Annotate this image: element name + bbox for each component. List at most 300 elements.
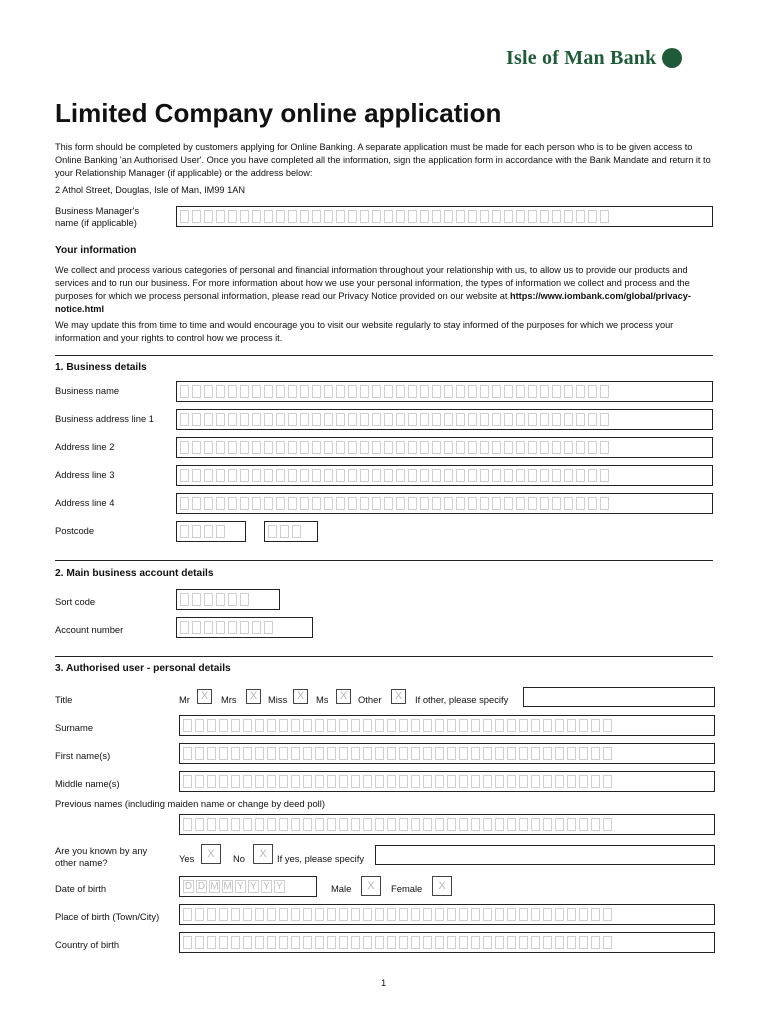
char-cell (504, 469, 513, 482)
char-cell (231, 775, 240, 788)
char-cell (423, 936, 432, 949)
char-cell (255, 747, 264, 760)
char-cell (207, 719, 216, 732)
char-cell (216, 497, 225, 510)
char-cell (420, 385, 429, 398)
char-cell (447, 747, 456, 760)
char-cell (420, 413, 429, 426)
char-cell (255, 775, 264, 788)
char-cell (264, 621, 273, 634)
char-cell (240, 469, 249, 482)
privacy-notice-link[interactable]: https://www.iombank.com/global/privacy-notice.html (55, 291, 691, 314)
char-cell (408, 413, 417, 426)
char-cell (579, 908, 588, 921)
char-cell (327, 719, 336, 732)
char-cell (507, 719, 516, 732)
char-cell (372, 385, 381, 398)
char-cell (588, 385, 597, 398)
char-cell (264, 413, 273, 426)
female-checkbox[interactable]: X (432, 876, 452, 896)
char-cell (576, 497, 585, 510)
account-number-input[interactable] (176, 617, 313, 638)
char-cell (300, 497, 309, 510)
char-cell (480, 469, 489, 482)
your-information-text: We collect and process various categories of personal and financial information throughout your relationship with us, to allow us to provide our products and services and to run our business. For more information about how we use your personal information, the types of information we collect and process and the purposes for which we process personal information, please read our Privacy Notice provided on our website at https://www.iombank.com/global/privacy-notice.html (55, 265, 691, 314)
place-of-birth-input[interactable] (179, 904, 715, 925)
char-cell (300, 469, 309, 482)
char-cell (279, 747, 288, 760)
char-cell (552, 441, 561, 454)
char-cell (303, 908, 312, 921)
char-cell (564, 441, 573, 454)
char-cell (300, 413, 309, 426)
char-cell (228, 621, 237, 634)
char-cell (303, 818, 312, 831)
char-cell (243, 936, 252, 949)
char-cell (228, 469, 237, 482)
char-cell (555, 908, 564, 921)
char-cell (471, 719, 480, 732)
char-cell (279, 719, 288, 732)
title-ms-checkbox[interactable]: X (336, 689, 351, 704)
char-cell (435, 747, 444, 760)
char-cell (543, 719, 552, 732)
char-cell (180, 385, 189, 398)
char-cell (543, 747, 552, 760)
char-cell (591, 936, 600, 949)
char-cell (435, 908, 444, 921)
char-cell (207, 936, 216, 949)
char-cell (264, 441, 273, 454)
char-cell (564, 413, 573, 426)
country-of-birth-input[interactable] (179, 932, 715, 953)
female-label: Female (391, 883, 423, 894)
char-cell (432, 385, 441, 398)
char-cell (459, 775, 468, 788)
char-cell (387, 908, 396, 921)
char-cell (399, 818, 408, 831)
char-cell (228, 210, 237, 223)
char-cell (360, 441, 369, 454)
char-cell (204, 441, 213, 454)
char-cell (483, 908, 492, 921)
char-cell (588, 210, 597, 223)
char-cell (408, 469, 417, 482)
char-cell (528, 210, 537, 223)
char-cell (267, 719, 276, 732)
char-cell (240, 497, 249, 510)
char-cell (567, 719, 576, 732)
char-cell (288, 497, 297, 510)
char-cell (180, 621, 189, 634)
char-cell (528, 385, 537, 398)
char-cell (276, 385, 285, 398)
char-cell (375, 747, 384, 760)
sort-code-label: Sort code (55, 596, 96, 607)
char-cell (468, 385, 477, 398)
char-cell (516, 441, 525, 454)
char-cell (444, 497, 453, 510)
char-cell (183, 818, 192, 831)
char-cell (255, 936, 264, 949)
char-cell (603, 719, 612, 732)
char-cell (432, 497, 441, 510)
char-cell (192, 441, 201, 454)
known-by-yes-checkbox[interactable]: X (201, 844, 221, 864)
char-cell (180, 469, 189, 482)
char-cell (207, 908, 216, 921)
char-cell (471, 936, 480, 949)
char-cell (336, 497, 345, 510)
char-cell (411, 936, 420, 949)
char-cell (456, 385, 465, 398)
known-by-label: Are you known by any other name? (55, 845, 148, 868)
char-cell (240, 385, 249, 398)
char-cell (567, 747, 576, 760)
char-cell (204, 593, 213, 606)
char-cell (603, 747, 612, 760)
date-of-birth-input[interactable] (179, 876, 317, 897)
char-cell (564, 497, 573, 510)
char-cell (447, 719, 456, 732)
address-line-4-input[interactable] (176, 493, 713, 514)
date-placeholder-cell: M (210, 881, 219, 892)
previous-names-label: Previous names (including maiden name or change by deed poll) (55, 798, 325, 809)
char-cell (540, 441, 549, 454)
title-other-specify-input[interactable] (523, 687, 715, 707)
char-cell (240, 593, 249, 606)
title-mr-checkbox[interactable]: X (197, 689, 212, 704)
char-cell (351, 818, 360, 831)
char-cell (216, 525, 225, 538)
char-cell (192, 413, 201, 426)
char-cell (531, 775, 540, 788)
char-cell (216, 413, 225, 426)
char-cell (288, 469, 297, 482)
char-cell (288, 441, 297, 454)
char-cell (480, 441, 489, 454)
known-by-specify-input[interactable] (375, 845, 715, 865)
char-cell (435, 775, 444, 788)
char-cell (567, 936, 576, 949)
title-mrs-checkbox[interactable]: X (246, 689, 261, 704)
char-cell (228, 385, 237, 398)
char-cell (216, 210, 225, 223)
char-cell (312, 210, 321, 223)
char-cell (204, 497, 213, 510)
char-cell (228, 497, 237, 510)
bank-logo (506, 46, 682, 70)
section-divider (55, 560, 713, 561)
char-cell (555, 936, 564, 949)
title-miss-checkbox[interactable]: X (293, 689, 308, 704)
char-cell (243, 719, 252, 732)
male-checkbox[interactable]: X (361, 876, 381, 896)
char-cell (396, 497, 405, 510)
char-cell (243, 908, 252, 921)
char-cell (540, 413, 549, 426)
char-cell (303, 775, 312, 788)
char-cell (504, 210, 513, 223)
char-cell (600, 210, 609, 223)
char-cell (240, 621, 249, 634)
char-cell (231, 818, 240, 831)
char-cell (375, 719, 384, 732)
authorised-user-heading: 3. Authorised user - personal details (55, 663, 231, 674)
char-cell (579, 936, 588, 949)
first-names-input[interactable] (179, 743, 715, 764)
char-cell (507, 936, 516, 949)
title-other-checkbox[interactable]: X (391, 689, 406, 704)
char-cell (423, 719, 432, 732)
char-cell (447, 908, 456, 921)
char-cell (567, 908, 576, 921)
char-cell (543, 818, 552, 831)
char-cell (519, 775, 528, 788)
char-cell (435, 818, 444, 831)
previous-names-input[interactable] (179, 814, 715, 835)
char-cell (339, 719, 348, 732)
char-cell (552, 210, 561, 223)
char-cell (327, 747, 336, 760)
char-cell (588, 441, 597, 454)
account-details-heading: 2. Main business account details (55, 568, 214, 579)
char-cell (507, 775, 516, 788)
char-cell (291, 818, 300, 831)
char-cell (492, 210, 501, 223)
char-cell (267, 747, 276, 760)
char-cell (252, 210, 261, 223)
char-cell (600, 497, 609, 510)
char-cell (280, 525, 289, 538)
char-cell (300, 441, 309, 454)
char-cell (471, 747, 480, 760)
char-cell (555, 719, 564, 732)
char-cell (312, 497, 321, 510)
char-cell (327, 818, 336, 831)
char-cell (231, 719, 240, 732)
surname-label: Surname (55, 722, 94, 733)
char-cell (180, 413, 189, 426)
char-cell (492, 385, 501, 398)
char-cell (516, 469, 525, 482)
business-manager-label: Business Manager's name (if applicable) (55, 205, 140, 228)
char-cell (576, 413, 585, 426)
address-line-1-label: Business address line 1 (55, 413, 155, 424)
char-cell (399, 908, 408, 921)
char-cell (384, 385, 393, 398)
char-cell (195, 775, 204, 788)
char-cell (420, 210, 429, 223)
char-cell (216, 441, 225, 454)
date-placeholder-cell: D (184, 881, 193, 892)
char-cell (351, 747, 360, 760)
char-cell (420, 497, 429, 510)
char-cell (183, 747, 192, 760)
date-placeholder-cell: Y (261, 880, 272, 893)
char-cell (288, 413, 297, 426)
known-by-no-checkbox[interactable]: X (253, 844, 273, 864)
char-cell (264, 497, 273, 510)
char-cell (459, 908, 468, 921)
page-title: Limited Company online application (55, 98, 502, 128)
char-cell (396, 441, 405, 454)
address-line-3-input[interactable] (176, 465, 713, 486)
middle-names-input[interactable] (179, 771, 715, 792)
char-cell (180, 525, 189, 538)
char-cell (528, 469, 537, 482)
char-cell (252, 621, 261, 634)
char-cell (204, 210, 213, 223)
char-cell (183, 908, 192, 921)
address-line-2-input[interactable] (176, 437, 713, 458)
account-number-label: Account number (55, 624, 124, 635)
char-cell (564, 469, 573, 482)
char-cell (543, 936, 552, 949)
char-cell (456, 497, 465, 510)
char-cell (540, 469, 549, 482)
char-cell (372, 413, 381, 426)
char-cell (444, 469, 453, 482)
title-ms-label: Ms (316, 694, 329, 705)
char-cell (192, 525, 201, 538)
char-cell (600, 385, 609, 398)
char-cell (291, 936, 300, 949)
char-cell (264, 210, 273, 223)
char-cell (219, 936, 228, 949)
char-cell (387, 719, 396, 732)
char-cell (231, 747, 240, 760)
char-cell (207, 747, 216, 760)
sort-code-input[interactable] (176, 589, 280, 610)
char-cell (531, 908, 540, 921)
char-cell (288, 385, 297, 398)
date-placeholder-cell: Y (248, 880, 259, 893)
date-placeholder-cell: M (223, 881, 232, 892)
bank-address: 2 Athol Street, Douglas, Isle of Man, IM99 1AN (55, 185, 245, 195)
char-cell (375, 908, 384, 921)
char-cell (555, 818, 564, 831)
char-cell (276, 413, 285, 426)
char-cell (411, 818, 420, 831)
char-cell (360, 413, 369, 426)
char-cell (552, 385, 561, 398)
postcode-input-outward[interactable] (176, 521, 246, 542)
char-cell (195, 908, 204, 921)
char-cell (552, 497, 561, 510)
business-name-label: Business name (55, 385, 120, 396)
char-cell (591, 775, 600, 788)
char-cell (411, 775, 420, 788)
char-cell (447, 818, 456, 831)
char-cell (324, 497, 333, 510)
title-other-label: Other (358, 694, 382, 705)
char-cell (411, 747, 420, 760)
char-cell (219, 775, 228, 788)
char-cell (576, 385, 585, 398)
char-cell (315, 747, 324, 760)
char-cell (267, 818, 276, 831)
char-cell (252, 413, 261, 426)
char-cell (339, 775, 348, 788)
date-placeholder-cell: Y (274, 880, 285, 893)
char-cell (480, 385, 489, 398)
char-cell (516, 385, 525, 398)
char-cell (420, 469, 429, 482)
char-cell (483, 775, 492, 788)
char-cell (267, 936, 276, 949)
your-information-update-text: We may update this from time to time and would encourage you to visit our website regularly to stay informed of the purposes for which we process your information and your rights to control how we process it. (55, 320, 674, 343)
char-cell (255, 908, 264, 921)
char-cell (312, 385, 321, 398)
char-cell (243, 818, 252, 831)
address-line-1-input[interactable] (176, 409, 713, 430)
char-cell (387, 818, 396, 831)
char-cell (468, 469, 477, 482)
char-cell (336, 210, 345, 223)
char-cell (567, 775, 576, 788)
char-cell (360, 469, 369, 482)
char-cell (252, 441, 261, 454)
char-cell (492, 441, 501, 454)
char-cell (444, 385, 453, 398)
char-cell (351, 908, 360, 921)
char-cell (339, 818, 348, 831)
char-cell (387, 936, 396, 949)
char-cell (219, 908, 228, 921)
char-cell (363, 936, 372, 949)
char-cell (399, 775, 408, 788)
char-cell (588, 469, 597, 482)
char-cell (468, 210, 477, 223)
char-cell (411, 719, 420, 732)
business-name-input[interactable] (176, 381, 713, 402)
char-cell (456, 210, 465, 223)
char-cell (303, 936, 312, 949)
char-cell (447, 775, 456, 788)
char-cell (408, 210, 417, 223)
char-cell (543, 775, 552, 788)
char-cell (372, 441, 381, 454)
char-cell (300, 385, 309, 398)
char-cell (444, 413, 453, 426)
char-cell (204, 413, 213, 426)
char-cell (519, 936, 528, 949)
address-line-4-label: Address line 4 (55, 497, 115, 508)
char-cell (279, 818, 288, 831)
char-cell (516, 210, 525, 223)
char-cell (276, 469, 285, 482)
char-cell (591, 747, 600, 760)
char-cell (312, 469, 321, 482)
char-cell (399, 719, 408, 732)
char-cell (360, 210, 369, 223)
known-by-specify-label: If yes, please specify (277, 853, 365, 864)
char-cell (192, 385, 201, 398)
surname-input[interactable] (179, 715, 715, 736)
char-cell (219, 818, 228, 831)
char-cell (315, 936, 324, 949)
char-cell (315, 775, 324, 788)
char-cell (480, 210, 489, 223)
postcode-input-inward[interactable] (264, 521, 318, 542)
char-cell (231, 908, 240, 921)
business-manager-input[interactable] (176, 206, 713, 227)
char-cell (507, 747, 516, 760)
char-cell (579, 775, 588, 788)
char-cell (591, 818, 600, 831)
char-cell (315, 719, 324, 732)
